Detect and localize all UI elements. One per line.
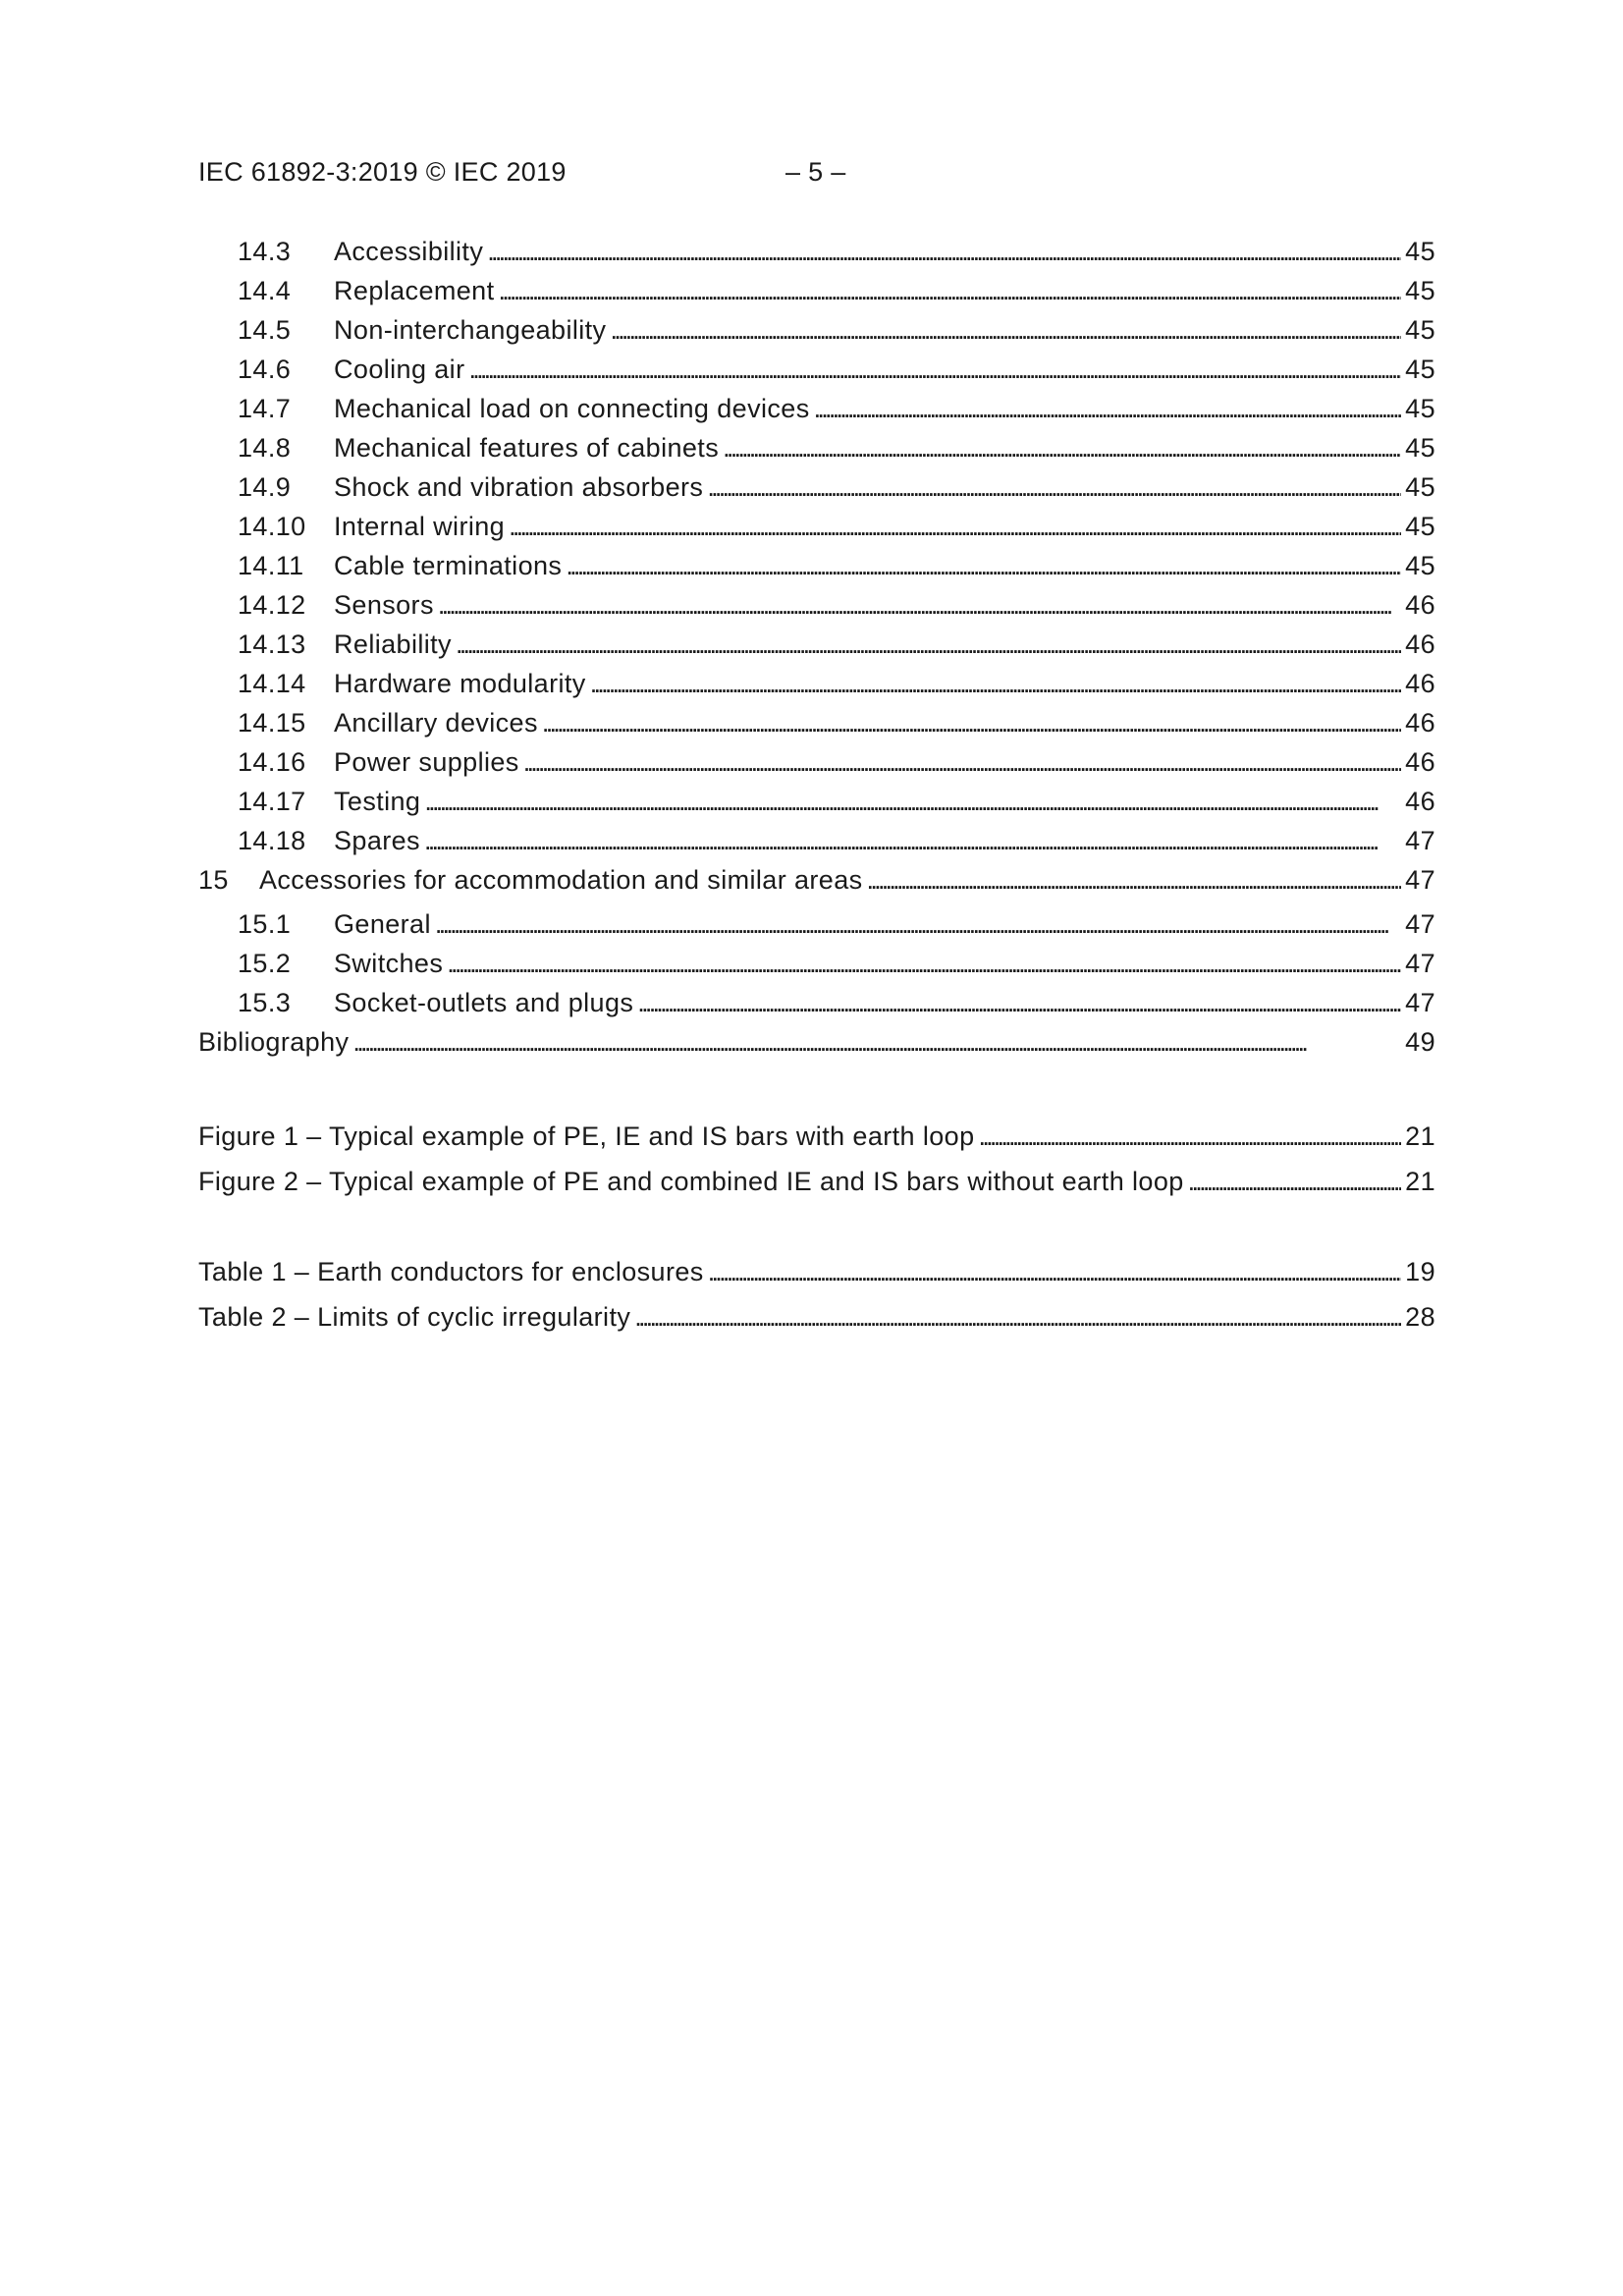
dot-leader (424, 826, 1401, 856)
toc-entry-number: 15 (198, 865, 229, 895)
toc-entry-page: 46 (1405, 708, 1435, 738)
toc-entry-14-9[interactable] (198, 472, 1435, 512)
dot-leader (352, 1027, 1401, 1058)
dot-leader (424, 787, 1401, 817)
toc-entry-15[interactable] (198, 865, 1435, 909)
toc-entry-title: General (334, 909, 431, 939)
dot-leader (979, 1121, 1402, 1152)
table-entry-2[interactable] (198, 1302, 1435, 1347)
toc-entry-page: 47 (1405, 909, 1435, 939)
dot-leader (468, 355, 1401, 385)
toc-entry-number: 14.3 (238, 237, 292, 266)
toc-entry-title: Switches (334, 949, 444, 978)
toc-entry-title: Accessories for accommodation and similar areas (259, 865, 863, 895)
toc-entry-page: 49 (1405, 1027, 1435, 1057)
table-entry-1[interactable] (198, 1257, 1435, 1302)
toc-entry-page: 45 (1405, 237, 1435, 266)
toc-entry-title: Mechanical load on connecting devices (334, 394, 810, 423)
toc-entry-number: 15.3 (238, 988, 292, 1017)
toc-entry-title: Cooling air (334, 355, 465, 384)
dot-leader (708, 1257, 1401, 1287)
list-of-tables (198, 1257, 1435, 1347)
list-of-figures (198, 1121, 1435, 1212)
toc-entry-14-8[interactable] (198, 433, 1435, 472)
toc-entry-title: Reliability (334, 629, 452, 659)
toc-entry-number: 14.9 (238, 472, 292, 502)
toc-entry-title: Spares (334, 826, 420, 855)
toc-entry-15-1[interactable] (198, 909, 1435, 949)
dot-leader (435, 909, 1401, 940)
document-identifier: IEC 61892-3:2019 © IEC 2019 (198, 157, 567, 187)
toc-entry-page: 47 (1405, 988, 1435, 1017)
dot-leader (867, 865, 1402, 896)
dot-leader (637, 988, 1401, 1018)
toc-entry-title: Cable terminations (334, 551, 563, 580)
dot-leader (447, 949, 1401, 979)
dot-leader (542, 708, 1401, 738)
figure-entry-title: Figure 2 – Typical example of PE and combined IE and IS bars without earth loop (198, 1167, 1184, 1196)
toc-entry-page: 45 (1405, 394, 1435, 423)
toc-entry-title: Power supplies (334, 747, 519, 777)
toc-entry-number: 14.11 (238, 551, 304, 580)
toc-entry-title: Sensors (334, 590, 434, 620)
toc-entry-bibliography[interactable] (198, 1027, 1435, 1066)
toc-entry-title: Testing (334, 787, 421, 816)
toc-entry-title: Accessibility (334, 237, 484, 266)
toc-entry-page: 46 (1405, 787, 1435, 816)
toc-entry-page: 45 (1405, 512, 1435, 541)
figure-entry-2[interactable] (198, 1167, 1435, 1212)
toc-entry-title: Shock and vibration absorbers (334, 472, 704, 502)
toc-entry-14-7[interactable] (198, 394, 1435, 433)
toc-entry-14-15[interactable] (198, 708, 1435, 747)
dot-leader (499, 276, 1402, 306)
toc-entry-page: 45 (1405, 315, 1435, 345)
page-number: – 5 – (785, 157, 846, 187)
dot-leader (610, 315, 1401, 346)
toc-entry-title: Internal wiring (334, 512, 506, 541)
toc-entry-14-17[interactable] (198, 787, 1435, 826)
toc-entry-title: Hardware modularity (334, 669, 586, 698)
dot-leader (707, 472, 1401, 503)
dot-leader (814, 394, 1402, 424)
toc-entry-page: 46 (1405, 747, 1435, 777)
toc-entry-title: Ancillary devices (334, 708, 538, 738)
toc-entry-14-18[interactable] (198, 826, 1435, 865)
toc-entry-page: 45 (1405, 433, 1435, 463)
table-of-contents (198, 237, 1435, 1066)
figure-entry-title: Figure 1 – Typical example of PE, IE and IS bars with earth loop (198, 1121, 975, 1151)
toc-entry-number: 14.4 (238, 276, 292, 305)
toc-entry-page: 45 (1405, 472, 1435, 502)
toc-entry-14-14[interactable] (198, 669, 1435, 708)
toc-entry-title: Replacement (334, 276, 495, 305)
toc-entry-15-2[interactable] (198, 949, 1435, 988)
toc-entry-15-3[interactable] (198, 988, 1435, 1027)
toc-entry-page: 45 (1405, 551, 1435, 580)
toc-entry-page: 46 (1405, 629, 1435, 659)
toc-entry-number: 14.17 (238, 787, 306, 816)
toc-entry-number: 15.2 (238, 949, 292, 978)
dot-leader (590, 669, 1401, 699)
toc-entry-page: 45 (1405, 355, 1435, 384)
toc-entry-14-16[interactable] (198, 747, 1435, 787)
toc-entry-14-3[interactable] (198, 237, 1435, 276)
dot-leader (438, 590, 1401, 621)
toc-entry-14-5[interactable] (198, 315, 1435, 355)
toc-entry-title: Bibliography (198, 1027, 350, 1057)
toc-entry-number: 14.5 (238, 315, 292, 345)
table-entry-page: 28 (1405, 1302, 1435, 1332)
toc-entry-number: 14.16 (238, 747, 306, 777)
dot-leader (634, 1302, 1401, 1333)
figure-entry-1[interactable] (198, 1121, 1435, 1167)
toc-entry-number: 14.10 (238, 512, 306, 541)
toc-entry-14-4[interactable] (198, 276, 1435, 315)
toc-entry-number: 15.1 (238, 909, 292, 939)
dot-leader (523, 747, 1401, 778)
dot-leader (456, 629, 1401, 660)
dot-leader (723, 433, 1401, 464)
dot-leader (1188, 1167, 1401, 1197)
toc-entry-page: 47 (1405, 865, 1435, 895)
toc-entry-title: Mechanical features of cabinets (334, 433, 720, 463)
toc-entry-page: 46 (1405, 669, 1435, 698)
figure-entry-page: 21 (1405, 1167, 1435, 1196)
toc-entry-number: 14.15 (238, 708, 306, 738)
dot-leader (509, 512, 1401, 542)
toc-entry-number: 14.7 (238, 394, 292, 423)
toc-entry-page: 45 (1405, 276, 1435, 305)
dot-leader (487, 237, 1401, 267)
toc-entry-number: 14.6 (238, 355, 292, 384)
toc-entry-title: Non-interchangeability (334, 315, 607, 345)
toc-entry-14-13[interactable] (198, 629, 1435, 669)
table-entry-page: 19 (1405, 1257, 1435, 1286)
toc-entry-number: 14.8 (238, 433, 292, 463)
dot-leader (566, 551, 1401, 581)
toc-entry-number: 14.18 (238, 826, 306, 855)
toc-entry-page: 46 (1405, 590, 1435, 620)
toc-entry-page: 47 (1405, 949, 1435, 978)
toc-entry-14-10[interactable] (198, 512, 1435, 551)
figure-entry-page: 21 (1405, 1121, 1435, 1151)
toc-entry-number: 14.12 (238, 590, 306, 620)
toc-entry-14-12[interactable] (198, 590, 1435, 629)
toc-entry-title: Socket-outlets and plugs (334, 988, 634, 1017)
page-header (198, 157, 1435, 196)
toc-entry-14-11[interactable] (198, 551, 1435, 590)
toc-entry-page: 47 (1405, 826, 1435, 855)
table-entry-title: Table 2 – Limits of cyclic irregularity (198, 1302, 631, 1332)
toc-entry-number: 14.14 (238, 669, 306, 698)
toc-entry-14-6[interactable] (198, 355, 1435, 394)
toc-entry-number: 14.13 (238, 629, 306, 659)
table-entry-title: Table 1 – Earth conductors for enclosures (198, 1257, 704, 1286)
